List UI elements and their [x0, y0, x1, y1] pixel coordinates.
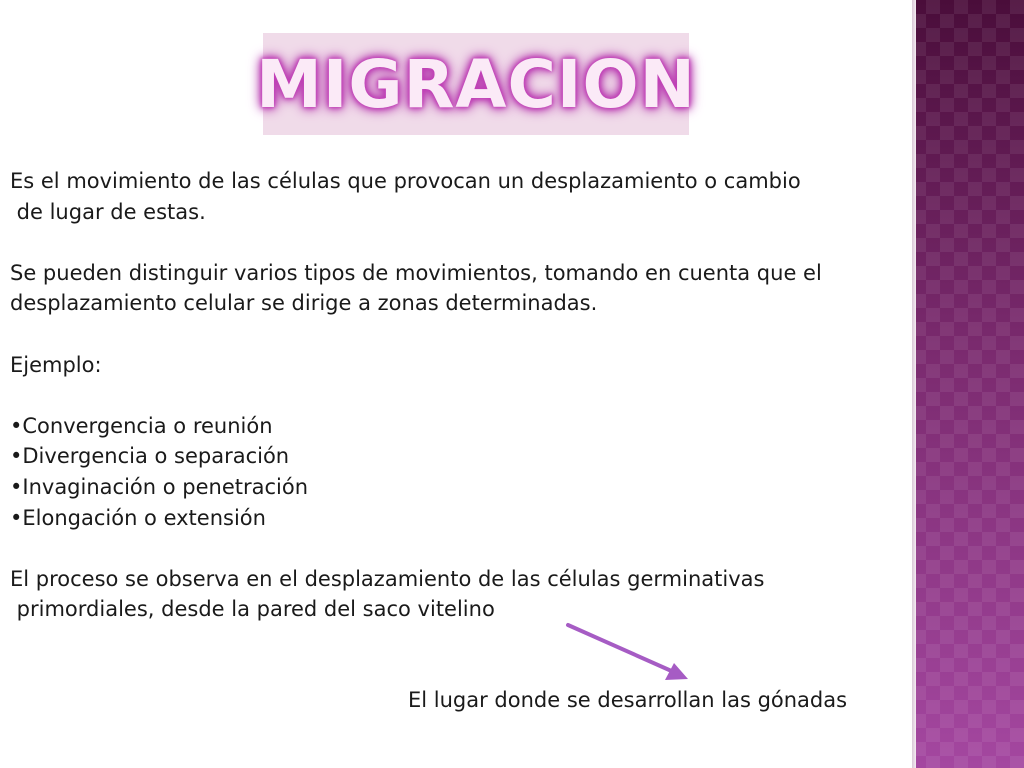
arrow-icon [560, 618, 695, 688]
decorative-sidebar [912, 0, 1024, 768]
example-label: Ejemplo: [10, 352, 102, 377]
bullet-item: •Divergencia o separación [10, 444, 290, 469]
types-line-1: Se pueden distinguir varios tipos de movimientos, tomando en cuenta que el [10, 260, 822, 285]
spacer [10, 319, 905, 350]
caption-text: El lugar donde se desarrollan las gónadas [408, 688, 848, 712]
definition-line-1: Es el movimiento de las células que provocan un desplazamiento o cambio [10, 169, 801, 193]
process-line-2: primordiales, desde la pared del saco vitelino [10, 597, 495, 622]
bullet-item: •Convergencia o reunión [10, 413, 273, 438]
title-box [256, 33, 696, 135]
spacer [10, 380, 905, 411]
spacer [10, 227, 905, 258]
slide-body [10, 166, 905, 625]
process-line-1: El proceso se observa en el desplazamiento de las células germinativas [10, 566, 765, 591]
spacer [10, 533, 905, 564]
types-line-2: desplazamiento celular se dirige a zonas determinadas. [10, 291, 598, 316]
slide-title: MIGRACION [256, 45, 696, 123]
definition-line-2: de lugar de estas. [10, 199, 206, 224]
bullet-item: •Elongación o extensión [10, 505, 266, 530]
bullet-item: •Invaginación o penetración [10, 474, 309, 499]
sidebar-edge [912, 0, 916, 768]
